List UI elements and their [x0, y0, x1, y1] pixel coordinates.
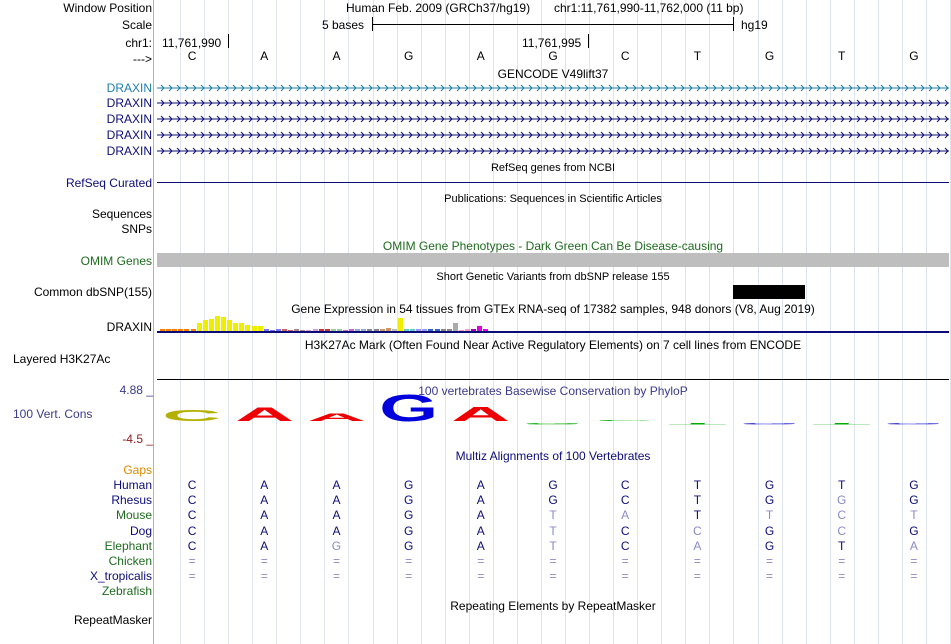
repeatmasker-track-title: Repeating Elements by RepeatMasker [450, 599, 656, 613]
assembly-text: Human Feb. 2009 (GRCh37/hg19) [346, 1, 531, 15]
phylop-base-letter[interactable] [595, 420, 656, 422]
dbsnp-variant-block[interactable] [733, 285, 805, 299]
multiz-base[interactable]: = [621, 569, 629, 584]
multiz-base[interactable]: = [188, 569, 196, 584]
gtex-tissue-bar[interactable] [398, 318, 403, 331]
multiz-base[interactable]: T [549, 538, 557, 553]
label-separator [153, 0, 154, 644]
chrom-label: chr1: [125, 36, 152, 50]
multiz-base[interactable]: G [909, 493, 919, 508]
phylop-base-letter[interactable] [161, 407, 222, 425]
multiz-base[interactable]: C [620, 523, 630, 538]
multiz-species-label[interactable]: Zebrafish [101, 584, 152, 599]
multiz-base[interactable]: = [405, 554, 413, 568]
multiz-base[interactable]: = [910, 554, 918, 568]
grid-line [180, 0, 181, 644]
gencode-transcript-label[interactable]: DRAXIN [106, 144, 152, 158]
gtex-gene-label[interactable]: DRAXIN [106, 320, 152, 334]
grid-line [276, 0, 277, 644]
repeatmasker-label[interactable]: RepeatMasker [73, 613, 152, 627]
gtex-gene-baseline [157, 331, 949, 333]
db-label: hg19 [741, 18, 768, 32]
multiz-base[interactable]: = [910, 569, 918, 584]
gtex-tissue-bar[interactable] [239, 323, 244, 331]
grid-line [541, 0, 542, 644]
coordinate-left-tick [228, 34, 229, 48]
refseq-gene-line[interactable] [157, 182, 949, 183]
grid-line [782, 0, 783, 644]
gencode-transcript-line[interactable] [157, 98, 949, 108]
gtex-tissue-bar[interactable] [453, 323, 458, 331]
multiz-base[interactable]: G [403, 523, 414, 538]
base-letter: C [187, 49, 197, 63]
scale-text: 5 bases [322, 18, 365, 32]
phylop-track-label[interactable]: 100 Vert. Cons [13, 407, 93, 421]
multiz-species-label[interactable]: Dog [129, 523, 152, 538]
gtex-tissue-bar[interactable] [209, 319, 214, 331]
common-dbsnp-label[interactable]: Common dbSNP(155) [33, 285, 152, 299]
gencode-track-title: GENCODE V49lift37 [497, 67, 609, 81]
multiz-base[interactable]: T [693, 508, 702, 523]
grid-line [324, 0, 325, 644]
multiz-base[interactable]: A [260, 493, 269, 508]
multiz-base[interactable]: A [476, 493, 485, 508]
grid-line [493, 0, 494, 644]
gencode-transcript-line[interactable] [157, 83, 949, 93]
multiz-base[interactable]: G [764, 478, 775, 492]
multiz-base[interactable]: C [187, 508, 197, 523]
phylop-letter-glyph: G [523, 423, 583, 425]
grid-line [854, 0, 855, 644]
gtex-track-title: Gene Expression in 54 tissues from GTEx RNA-seq of 17382 samples, 948 donors (V8, Aug 2019) [291, 302, 815, 316]
omim-genes-label[interactable]: OMIM Genes [80, 254, 152, 268]
phylop-base-letter[interactable] [378, 387, 439, 430]
gaps-label[interactable]: Gaps [123, 463, 152, 477]
multiz-base[interactable]: G [909, 478, 919, 492]
multiz-base[interactable]: G [548, 478, 558, 492]
multiz-base[interactable]: G [403, 493, 414, 508]
base-letter: T [693, 49, 702, 63]
multiz-base[interactable]: = [332, 569, 340, 584]
multiz-base[interactable]: A [260, 523, 269, 538]
phylop-letter-glyph: A [451, 402, 511, 426]
grid-line [685, 0, 686, 644]
phylop-letter-glyph: G [379, 387, 439, 430]
multiz-base[interactable]: T [549, 508, 557, 523]
phylop-base-letter[interactable] [450, 402, 511, 426]
multiz-base[interactable]: = [549, 554, 557, 568]
multiz-base[interactable]: = [549, 569, 557, 584]
multiz-base[interactable]: G [909, 523, 919, 538]
refseq-track-title: RefSeq genes from NCBI [490, 162, 616, 174]
multiz-base[interactable]: A [476, 538, 485, 553]
scale-bar-left-tick [372, 17, 373, 31]
base-letter: G [764, 49, 775, 63]
refseq-curated-label[interactable]: RefSeq Curated [65, 176, 152, 190]
multiz-base[interactable]: A [260, 478, 269, 492]
scale-bar-right-tick [733, 17, 734, 31]
multiz-species-label[interactable]: Elephant [104, 538, 152, 553]
multiz-base[interactable]: G [331, 538, 342, 553]
multiz-species-label[interactable]: Human [113, 478, 152, 492]
multiz-base[interactable]: A [476, 508, 485, 523]
phylop-base-letter[interactable] [739, 423, 800, 425]
multiz-base[interactable]: = [260, 554, 268, 568]
gtex-tissue-bar[interactable] [203, 320, 208, 331]
scale-label: Scale [121, 18, 152, 32]
multiz-track-title: Multiz Alignments of 100 Vertebrates [455, 449, 651, 463]
grid-line [637, 0, 638, 644]
phylop-letter-glyph: T [812, 423, 872, 425]
dbsnp-track-title: Short Genetic Variants from dbSNP release 155 [436, 271, 670, 283]
grid-line [661, 0, 662, 644]
base-letter: A [332, 49, 341, 63]
multiz-base[interactable]: C [837, 523, 847, 538]
multiz-base[interactable]: A [476, 478, 485, 492]
phylop-letter-glyph: A [234, 403, 294, 426]
phylop-base-letter[interactable] [234, 403, 295, 426]
grid-line [445, 0, 446, 644]
phylop-letter-glyph: C [162, 407, 222, 425]
multiz-base[interactable]: C [187, 493, 197, 508]
multiz-species-label[interactable]: X_tropicalis [89, 569, 152, 584]
multiz-base[interactable]: G [837, 493, 847, 508]
base-letter: A [476, 49, 485, 63]
multiz-species-label[interactable]: Mouse [115, 508, 152, 523]
multiz-base[interactable]: T [910, 508, 918, 523]
omim-track-title: OMIM Gene Phenotypes - Dark Green Can Be Disease-causing [382, 239, 724, 253]
h3k27ac-baseline [157, 379, 949, 380]
window-position-label: Window Position [63, 1, 152, 15]
phylop-base-letter[interactable] [522, 423, 583, 425]
multiz-base[interactable]: T [838, 478, 846, 492]
gtex-tissue-bar[interactable] [221, 317, 226, 331]
gencode-transcript-line[interactable] [157, 114, 949, 124]
phylop-base-letter[interactable] [667, 423, 728, 425]
multiz-base[interactable]: T [765, 508, 774, 523]
sequences-label[interactable]: Sequences [91, 207, 152, 221]
grid-line [517, 0, 518, 644]
gencode-transcript-line[interactable] [157, 130, 949, 140]
multiz-base[interactable]: C [187, 523, 197, 538]
multiz-base[interactable]: A [332, 508, 341, 523]
phylop-track-title: 100 vertebrates Basewise Conservation by PhyloP [418, 384, 688, 398]
grid-line [613, 0, 614, 644]
grid-line [589, 0, 590, 644]
base-letter: C [620, 49, 630, 63]
multiz-base[interactable]: C [187, 538, 197, 553]
phylop-base-letter[interactable] [811, 423, 872, 425]
grid-line [565, 0, 566, 644]
multiz-base[interactable]: A [260, 538, 269, 553]
phylop-letter-glyph: T [667, 423, 727, 425]
phylop-base-letter[interactable] [883, 423, 944, 425]
grid-line [806, 0, 807, 644]
multiz-base[interactable]: = [621, 554, 629, 568]
multiz-base[interactable]: = [477, 569, 485, 584]
multiz-base[interactable]: G [548, 493, 558, 508]
multiz-base[interactable]: A [260, 508, 269, 523]
coordinate-mid-tick [588, 34, 589, 48]
multiz-base[interactable]: G [403, 478, 414, 492]
multiz-base[interactable]: G [764, 523, 775, 538]
multiz-base[interactable]: = [838, 569, 846, 584]
multiz-base[interactable]: T [693, 493, 702, 508]
multiz-species-label[interactable]: Rhesus [111, 493, 152, 508]
h3k27ac-track-title: H3K27Ac Mark (Often Found Near Active Regulatory Elements) on 7 cell lines from ENCODE [304, 338, 802, 352]
multiz-base[interactable]: A [332, 523, 341, 538]
multiz-base[interactable]: A [332, 478, 341, 492]
multiz-base[interactable]: = [693, 569, 701, 584]
gencode-transcript-label[interactable]: DRAXIN [106, 81, 152, 95]
multiz-base[interactable]: T [838, 538, 846, 553]
gencode-transcript-line[interactable] [157, 146, 949, 156]
multiz-base[interactable]: A [909, 538, 918, 553]
multiz-base[interactable]: C [187, 478, 197, 492]
phylop-letter-glyph: C [595, 419, 655, 421]
grid-line [300, 0, 301, 644]
position-text: chr1:11,761,990-11,762,000 (11 bp) [554, 1, 744, 15]
multiz-base[interactable]: = [766, 569, 774, 584]
multiz-base[interactable]: = [838, 554, 846, 568]
multiz-base[interactable]: C [620, 538, 630, 553]
phylop-min-label: -4.5 _ [122, 432, 153, 446]
multiz-base[interactable]: G [403, 508, 414, 523]
gtex-tissue-bar[interactable] [215, 316, 220, 331]
layered-h3k27ac-label[interactable]: Layered H3K27Ac [13, 352, 111, 366]
grid-line [733, 0, 734, 644]
strand-label: ---> [133, 52, 152, 66]
gtex-tissue-bar[interactable] [197, 323, 202, 331]
multiz-base[interactable]: C [620, 478, 630, 492]
multiz-base[interactable]: G [764, 493, 775, 508]
multiz-base[interactable]: A [332, 493, 341, 508]
base-letter: G [909, 49, 919, 63]
gtex-tissue-bar[interactable] [227, 320, 232, 331]
multiz-base[interactable]: = [260, 569, 268, 584]
multiz-base[interactable]: T [549, 523, 557, 538]
coordinate-mid: 11,761,995 [522, 36, 582, 50]
phylop-letter-glyph: A [306, 410, 366, 424]
phylop-base-letter[interactable] [306, 410, 367, 424]
coordinate-left: 11,761,990 [162, 36, 222, 50]
multiz-base[interactable]: A [693, 538, 702, 553]
snps-label[interactable]: SNPs [121, 222, 152, 236]
phylop-max-label: 4.88 _ [119, 383, 153, 397]
grid-line [348, 0, 349, 644]
multiz-base[interactable]: A [476, 523, 485, 538]
grid-line [926, 0, 927, 644]
multiz-base[interactable]: A [621, 508, 630, 523]
grid-line [709, 0, 710, 644]
multiz-base[interactable]: = [332, 554, 340, 568]
base-letter: G [548, 49, 558, 63]
multiz-base[interactable]: = [766, 554, 774, 568]
multiz-base[interactable]: = [477, 554, 485, 568]
scale-bar [372, 24, 734, 25]
multiz-base[interactable]: = [405, 569, 413, 584]
multiz-species-label[interactable]: Chicken [108, 554, 152, 568]
multiz-base[interactable]: C [693, 523, 702, 538]
grid-line [252, 0, 253, 644]
phylop-letter-glyph: G [740, 423, 799, 425]
gencode-transcript-label[interactable]: DRAXIN [106, 128, 152, 142]
omim-gene-bar[interactable] [157, 253, 949, 267]
publications-track-title: Publications: Sequences in Scientific Articles [444, 193, 662, 205]
gencode-transcript-label[interactable]: DRAXIN [106, 96, 152, 110]
phylop-letter-glyph: G [884, 423, 944, 425]
base-letter: A [260, 49, 269, 63]
multiz-base[interactable]: C [620, 493, 630, 508]
gtex-tissue-bar[interactable] [233, 323, 238, 331]
base-letter: T [838, 49, 846, 63]
multiz-base[interactable]: = [188, 554, 196, 568]
grid-line [902, 0, 903, 644]
grid-line [878, 0, 879, 644]
multiz-base[interactable]: G [403, 538, 414, 553]
grid-line [421, 0, 422, 644]
multiz-base[interactable]: C [837, 508, 847, 523]
grid-line [373, 0, 374, 644]
gencode-transcript-label[interactable]: DRAXIN [106, 112, 152, 126]
base-letter: G [403, 49, 414, 63]
multiz-base[interactable]: T [693, 478, 702, 492]
multiz-base[interactable]: G [764, 538, 775, 553]
multiz-base[interactable]: = [693, 554, 701, 568]
